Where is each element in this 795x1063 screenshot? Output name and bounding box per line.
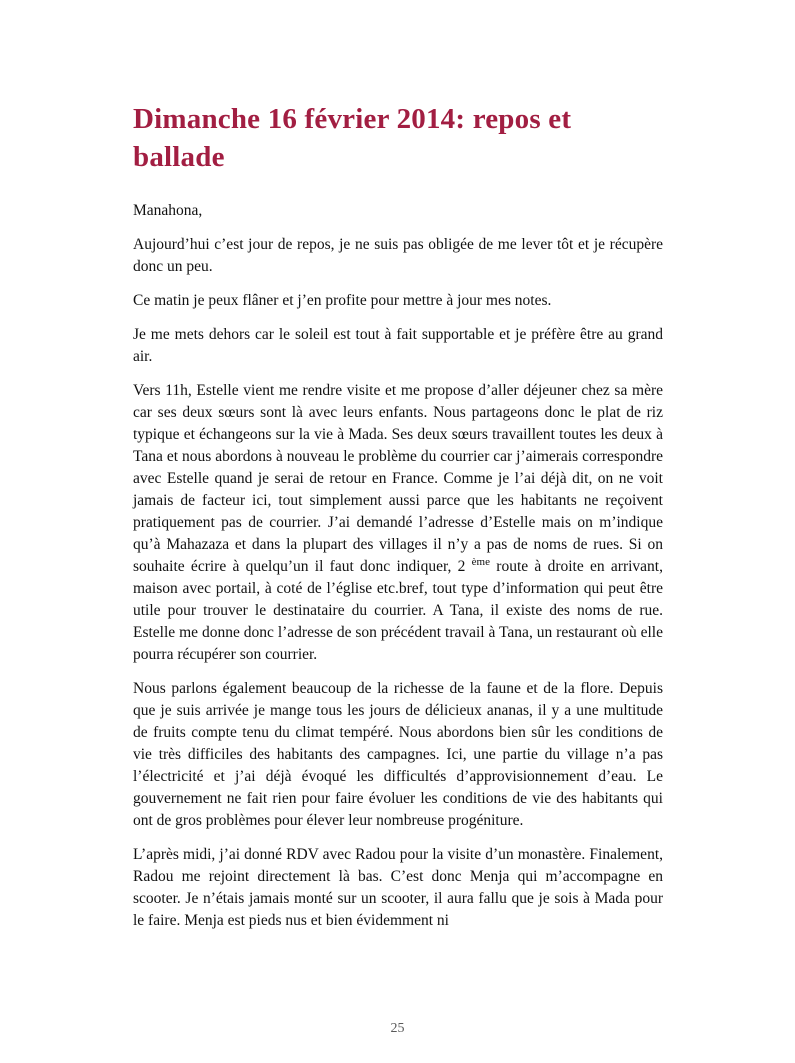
paragraph: Aujourd’hui c’est jour de repos, je ne suis pas obligée de me lever tôt et je récupère donc un peu. bbox=[133, 236, 663, 275]
paragraph: Je me mets dehors car le soleil est tout à fait supportable et je préfère être au grand air. bbox=[133, 326, 663, 365]
paragraph bbox=[133, 380, 663, 666]
page-title: Dimanche 16 février 2014: repos et ballade bbox=[133, 103, 572, 173]
paragraph: Nous parlons également beaucoup de la richesse de la faune et de la flore. Depuis que je suis arrivée je mange tous les jours de délicieux ananas, il y a une multitude de fruits compte tenu du climat tempéré. Nous abordons bien sûr les conditions de vie très difficiles des habitants des campagnes. Ici, une partie du village n’a pas l’électricité et j’ai déjà évoqué les difficultés d’approvisionnement d’eau. Le gouvernement ne fait rien pour faire évoluer les conditions de vie des habitants qui ont de gros problèmes pour élever leur nombreuse progéniture. bbox=[133, 680, 663, 829]
paragraph-text: Vers 11h, Estelle vient me rendre visite et me propose d’aller déjeuner chez sa mère car ses deux sœurs sont là avec leurs enfants. Nous partageons donc le plat de riz typique et échangeons sur la vie à Mada. Ses deux sœurs travaillent toutes les deux à Tana et nous abordons à nouveau le problème du courrier car j’aimerais correspondre avec Estelle quand je serai de retour en France. Comme je l’ai déjà dit, on ne voit jamais de facteur ici, tout simplement aussi parce que les habitants ne reçoivent pratiquement pas de courrier. J’ai demandé l’adresse d’Estelle mais on m’indique qu’à Mahazaza et dans la plupart des villages il n’y a pas de noms de rues. Si on souhaite écrire à quelqu’un il faut donc indiquer, 2 bbox=[133, 382, 663, 575]
page-number: 25 bbox=[390, 1021, 405, 1036]
paragraph: Ce matin je peux flâner et j’en profite pour mettre à jour mes notes. bbox=[133, 292, 552, 309]
paragraph-greeting: Manahona, bbox=[133, 202, 203, 219]
paragraph: L’après midi, j’ai donné RDV avec Radou pour la visite d’un monastère. Finalement, Radou me rejoint directement là bas. C’est donc Menja qui m’accompagne en scooter. Je n’étais jamais monté sur un scooter, il aura fallu que je sois à Mada pour le faire. Menja est pieds nus et bien évidemment ni bbox=[133, 846, 663, 929]
superscript-ordinal: ème bbox=[471, 555, 490, 568]
paragraph-text: route à droite en arrivant, maison avec portail, à coté de l’église etc.bref, tout type d’information qui peut être utile pour trouver le destinataire du courrier. A Tana, il existe des noms de rue. Estelle me donne donc l’adresse de son précédent travail à Tana, un restaurant où elle pourra récupérer son courrier. bbox=[133, 558, 663, 663]
